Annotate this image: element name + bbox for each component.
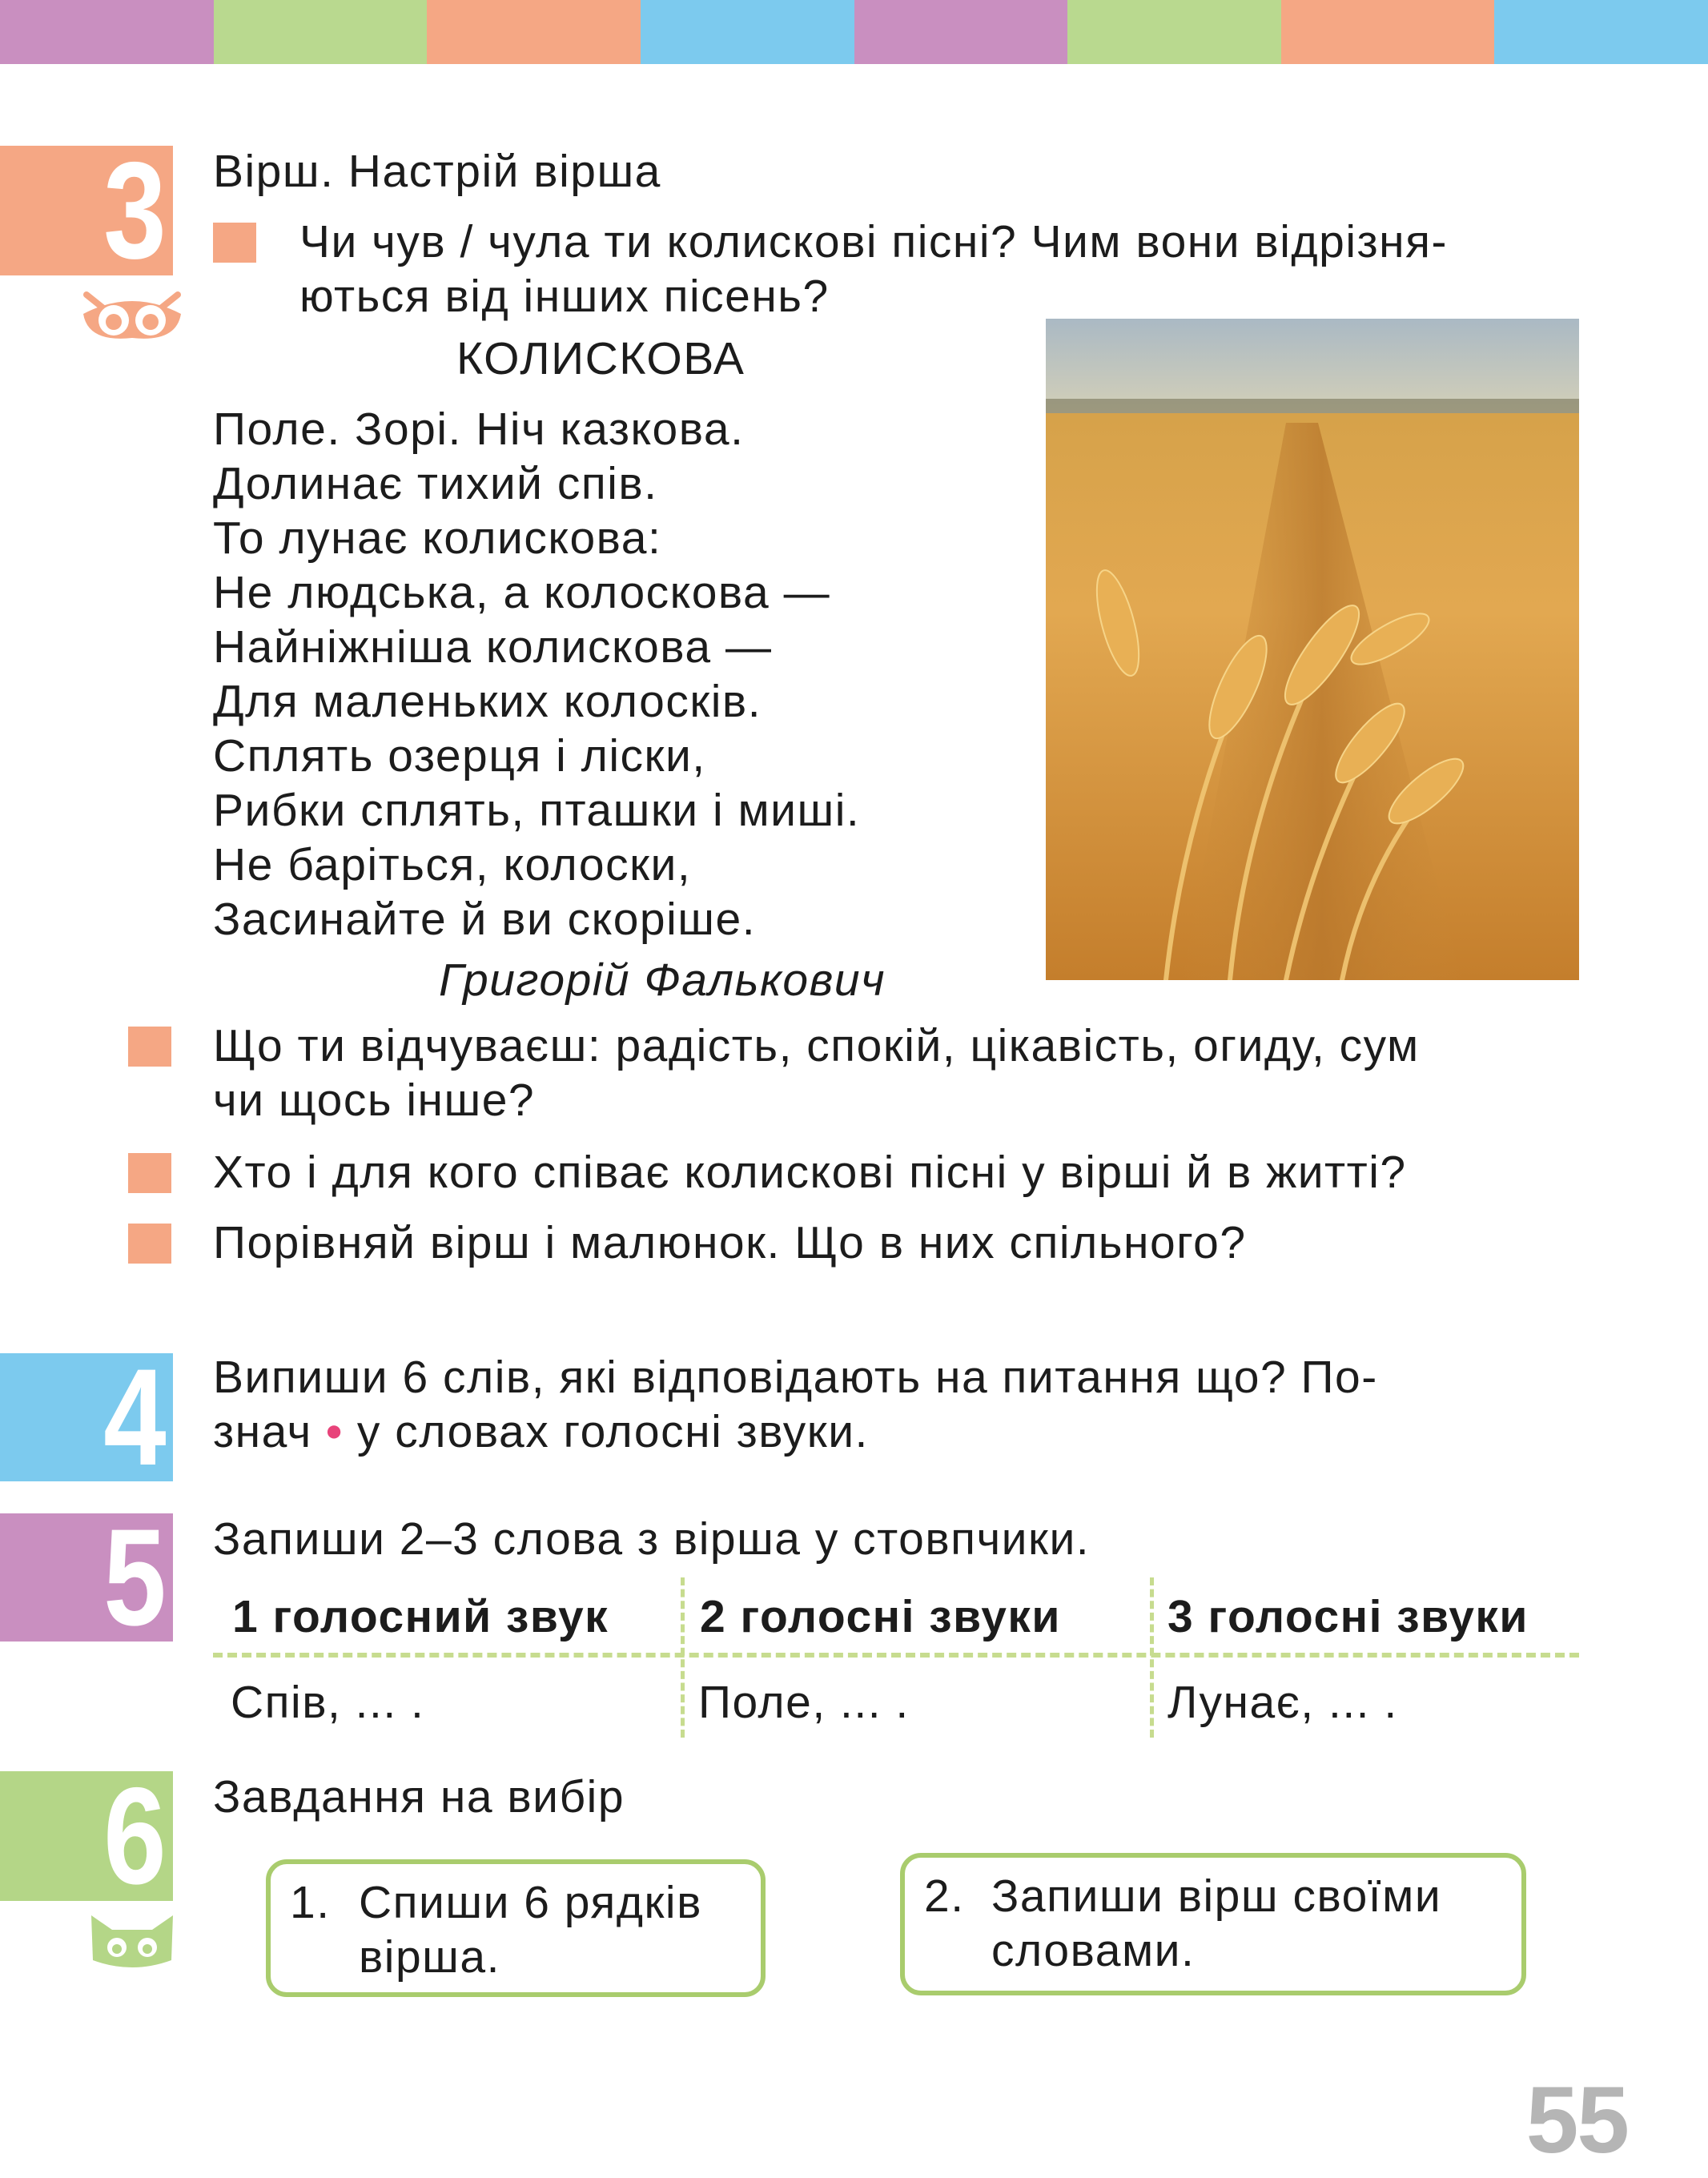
task-4-number-tab: 4: [0, 1353, 173, 1481]
column-example: Спів, ... .: [231, 1677, 425, 1728]
task-4-line-2: [213, 1404, 869, 1459]
task-3-question-line-1: Чи чув / чула ти колискові пісні? Чим вони відрізня-: [299, 216, 1448, 267]
task-6-title: Завдання на вибір: [213, 1771, 625, 1822]
task-3-q2: Хто і для кого співає колискові пісні у вірші й в житті?: [213, 1147, 1407, 1198]
task-6-number-tab: 6: [0, 1771, 173, 1901]
owl-eyes-icon: [80, 290, 184, 346]
choice-2-line-1: Запиши вірш своїми: [991, 1871, 1442, 1922]
task-3-number-tab: 3: [0, 146, 173, 275]
column-separator: [681, 1577, 685, 1738]
question-bullet: [213, 223, 256, 263]
task-4-line-2-end: у словах голосні звуки.: [356, 1406, 869, 1457]
poem-line: Сплять озерця і ліски,: [213, 730, 706, 782]
question-bullet: [128, 1224, 171, 1264]
poem-line: Рибки сплять, пташки і миші.: [213, 785, 861, 836]
poem-line: Не баріться, колоски,: [213, 839, 692, 890]
poem-line: Для маленьких колосків.: [213, 676, 762, 727]
poem-line: Не людська, а колоскова —: [213, 567, 831, 618]
task-4-line-2-start: знач: [213, 1406, 312, 1457]
vowel-mark-dot: •: [326, 1406, 344, 1457]
question-bullet: [128, 1027, 171, 1067]
task-3-title: Вірш. Настрій вірша: [213, 146, 661, 197]
choice-2-number: 2.: [924, 1871, 965, 1922]
poem-author: Григорій Фалькович: [439, 954, 886, 1006]
task-3-q1-line-1: Що ти відчуваєш: радість, спокій, цікавість, огиду, сум: [213, 1020, 1420, 1071]
column-example: Лунає, ... .: [1167, 1677, 1398, 1728]
choice-1-line-1: Спиши 6 рядків: [359, 1877, 702, 1928]
poem-line: Засинайте й ви скоріше.: [213, 894, 757, 945]
task-4-line-1: Випиши 6 слів, які відповідають на питання що? По-: [213, 1352, 1378, 1403]
choice-1-number: 1.: [290, 1877, 331, 1928]
choice-1-line-2: вірша.: [359, 1931, 500, 1983]
poem-line: Поле. Зорі. Ніч казкова.: [213, 404, 745, 455]
top-color-strip: [0, 0, 1708, 64]
choice-card-2[interactable]: [900, 1853, 1526, 1995]
column-header: 3 голосні звуки: [1167, 1591, 1529, 1642]
choice-2-line-2: словами.: [991, 1925, 1196, 1976]
cat-face-icon: [88, 1912, 176, 1973]
poem-line: То лунає колискова:: [213, 512, 662, 564]
task-3-q3: Порівняй вірш і малюнок. Що в них спільного?: [213, 1217, 1247, 1268]
column-header: 2 голосні звуки: [700, 1591, 1061, 1642]
poem-line: Долинає тихий спів.: [213, 458, 658, 509]
poem-title: КОЛИСКОВА: [456, 333, 745, 384]
column-separator: [1150, 1577, 1154, 1738]
task-5-instruction: Запиши 2–3 слова з вірша у стовпчики.: [213, 1513, 1091, 1565]
table-divider: [213, 1653, 1579, 1658]
question-bullet: [128, 1153, 171, 1193]
task-3-question-line-2: ються від інших пісень?: [299, 271, 830, 322]
choice-card-1[interactable]: [266, 1859, 766, 1997]
task-5-number-tab: 5: [0, 1513, 173, 1642]
poem-line: Найніжніша колискова —: [213, 621, 773, 673]
page-number: 55: [1525, 2067, 1628, 2173]
column-example: Поле, ... .: [698, 1677, 910, 1728]
task-3-q1-line-2: чи щось інше?: [213, 1075, 536, 1126]
column-header: 1 голосний звук: [232, 1591, 609, 1642]
wheat-field-photo: [1046, 319, 1579, 980]
